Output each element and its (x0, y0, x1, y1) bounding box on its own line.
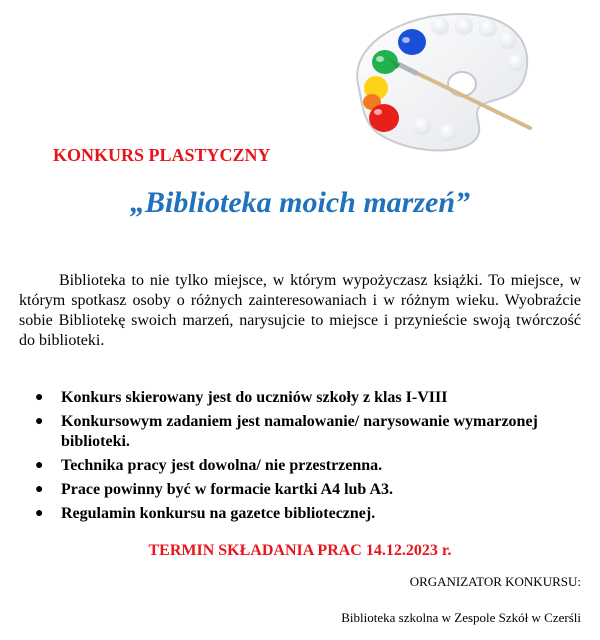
rule-item (19, 480, 583, 500)
bullet-icon: ● (35, 482, 44, 497)
bullet-icon: ● (35, 390, 44, 405)
contest-title: KONKURS PLASTYCZNY (53, 145, 271, 165)
rule-item (19, 412, 583, 452)
contest-subtitle: „Biblioteka moich marzeń” (129, 186, 471, 219)
bullet-icon: ● (35, 458, 44, 473)
organizer-label: ORGANIZATOR KONKURSU: (409, 574, 581, 589)
bullet-icon: ● (35, 414, 44, 429)
rule-text: Technika pracy jest dowolna/ nie przestrzenna. (61, 457, 383, 474)
organizer-name: Biblioteka szkolna w Zespole Szkół w Czerśli (341, 610, 581, 625)
intro-paragraph: Biblioteka to nie tylko miejsce, w którym wypożyczasz książki. To miejsce, w którym spotkasz osoby o różnych zainteresowaniach i w różnym wieku. Wyobraźcie sobie Bibliotekę swoich marzeń, narysujcie to miejsce i przynieście swoją twórczość do biblioteki. (19, 272, 581, 349)
rule-text: Konkurs skierowany jest do uczniów szkoły z klas I-VIII (61, 389, 448, 406)
rule-text: Konkursowym zadaniem jest namalowanie/ narysowanie wymarzonej biblioteki. (61, 413, 538, 450)
paint-palette-icon (340, 6, 540, 156)
deadline-notice: TERMIN SKŁADANIA PRAC 14.12.2023 r. (148, 542, 452, 559)
rule-item (19, 388, 583, 408)
rule-text: Regulamin konkursu na gazetce bibliotecznej. (61, 505, 376, 522)
bullet-icon: ● (35, 506, 44, 521)
rule-item (19, 456, 583, 476)
rule-item (19, 504, 583, 524)
rules-list (19, 388, 583, 528)
rule-text: Prace powinny być w formacie kartki A4 lub A3. (61, 481, 393, 498)
